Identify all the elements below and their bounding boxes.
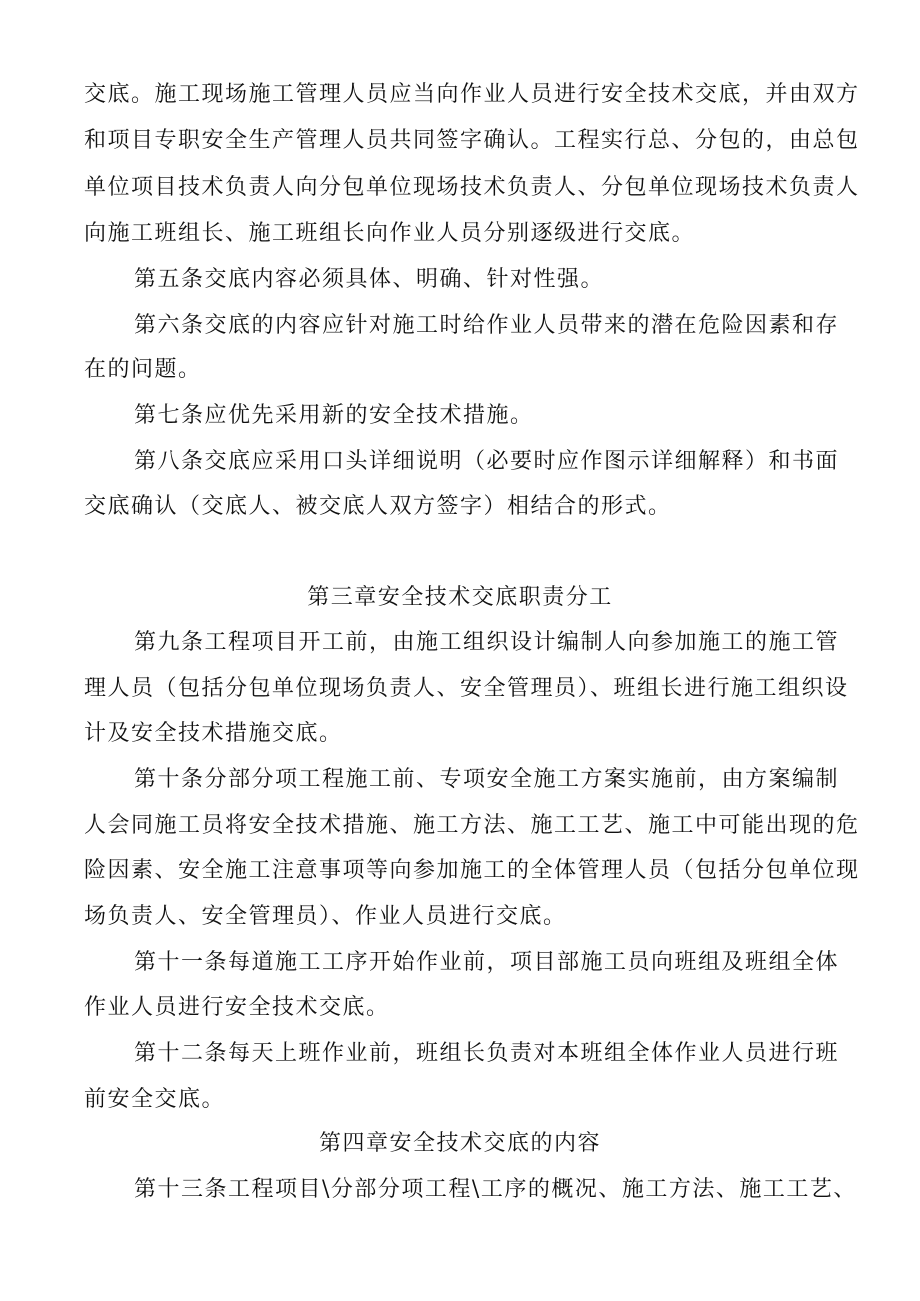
article-13: 第十三条工程项目\分部分项工程\工序的概况、施工方法、施工工艺、: [134, 1177, 857, 1202]
paragraph-line: 向施工班组长、施工班组长向作业人员分别逐级进行交底。: [84, 221, 696, 246]
paragraph-line: 交底确认（交底人、被交底人双方签字）相结合的形式。: [84, 494, 672, 519]
paragraph-line: 险因素、安全施工注意事项等向参加施工的全体管理人员（包括分包单位现: [84, 858, 860, 883]
paragraph-line: 单位项目技术负责人向分包单位现场技术负责人、分包单位现场技术负责人: [84, 175, 860, 200]
article-9: 第九条工程项目开工前，由施工组织设计编制人向参加施工的施工管: [134, 630, 840, 655]
paragraph-line: 人会同施工员将安全技术措施、施工方法、施工工艺、施工中可能出现的危: [84, 813, 860, 838]
paragraph-line: 场负责人、安全管理员）、作业人员进行交底。: [84, 904, 567, 929]
chapter-heading: 第四章安全技术交底的内容: [318, 1131, 601, 1156]
paragraph-line: 理人员（包括分包单位现场负责人、安全管理员）、班组长进行施工组织设: [84, 676, 849, 701]
paragraph-line: 计及安全技术措施交底。: [84, 721, 343, 746]
paragraph-line: 交底。施工现场施工管理人员应当向作业人员进行安全技术交底，并由双方: [84, 82, 860, 107]
article-5: 第五条交底内容必须具体、明确、针对性强。: [134, 267, 605, 292]
chapter-heading: 第三章安全技术交底职责分工: [307, 585, 613, 610]
paragraph-line: 在的问题。: [84, 357, 202, 382]
paragraph-line: 前安全交底。: [84, 1087, 226, 1112]
article-8: 第八条交底应采用口头详细说明（必要时应作图示详细解释）和书面: [134, 449, 840, 474]
article-7: 第七条应优先采用新的安全技术措施。: [134, 403, 534, 428]
article-6: 第六条交底的内容应针对施工时给作业人员带来的潜在危险因素和存: [134, 313, 840, 338]
article-11: 第十一条每道施工工序开始作业前，项目部施工员向班组及班组全体: [134, 950, 840, 975]
paragraph-line: 和项目专职安全生产管理人员共同签字确认。工程实行总、分包的，由总包: [84, 128, 860, 153]
article-10: 第十条分部分项工程施工前、专项安全施工方案实施前，由方案编制: [134, 767, 840, 792]
article-12: 第十二条每天上班作业前，班组长负责对本班组全体作业人员进行班: [134, 1041, 840, 1066]
paragraph-line: 作业人员进行安全技术交底。: [84, 995, 390, 1020]
